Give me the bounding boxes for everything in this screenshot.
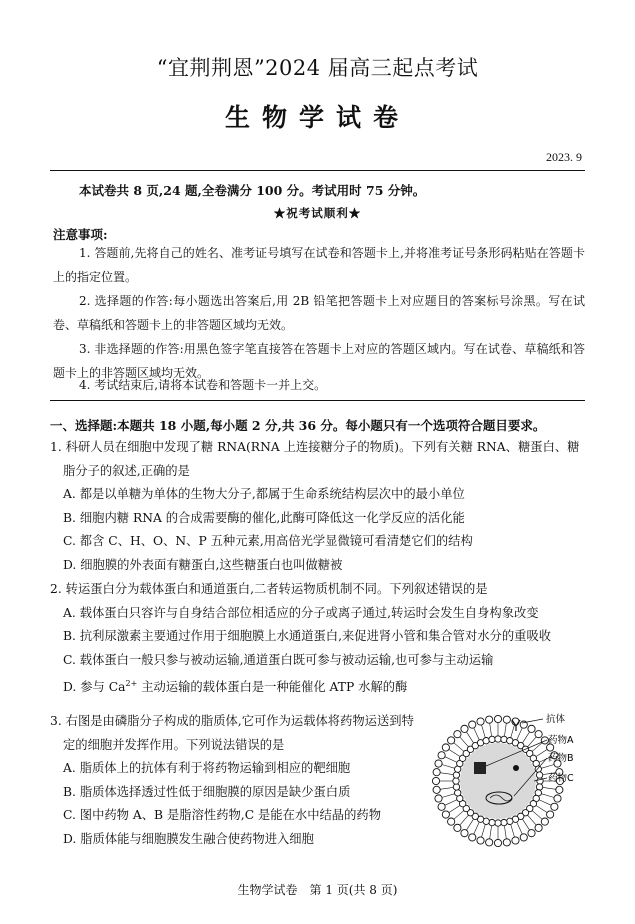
phospholipid-tail <box>442 765 454 769</box>
option-a: A. 都是以单糖为单体的生物大分子,都属于生命系统结构层次中的最小单位 <box>63 487 465 501</box>
phospholipid-head <box>483 738 489 744</box>
phospholipid-tail <box>542 765 554 769</box>
phospholipid-head <box>494 715 501 722</box>
phospholipid-head <box>556 786 563 793</box>
phospholipid-head <box>494 839 501 846</box>
phospholipid-head <box>453 778 459 784</box>
option-a: A. 脂质体上的抗体有利于将药物运输到相应的靶细胞 <box>63 761 351 775</box>
question-1 <box>50 436 590 577</box>
drug-c-icon <box>513 765 519 771</box>
phospholipid-tail <box>460 737 469 747</box>
phospholipid-head <box>438 752 445 759</box>
phospholipid-head <box>469 834 476 841</box>
exam-title: “宜荆荆恩”2024 届高三起点考试 <box>156 56 479 80</box>
phospholipid-tail <box>504 723 506 736</box>
exam-date: 2023. 9 <box>546 150 582 164</box>
label-drug-c: 药物C <box>548 773 574 784</box>
question-stem: 3. 右图是由磷脂分子构成的脂质体,它可作为运载体将药物运送到特定的细胞并发挥作用。下列说法错误的是 <box>50 714 414 752</box>
subject-title: 生物学试卷 <box>224 103 410 132</box>
top-divider <box>50 170 585 171</box>
option-d-text-rest: 主动运输的载体蛋白是一种能催化 ATP 水解的酶 <box>137 680 408 695</box>
phospholipid-tail <box>511 725 515 737</box>
phospholipid-head <box>432 777 439 784</box>
phospholipid-tail <box>536 749 547 756</box>
aqueous-core <box>460 743 536 819</box>
phospholipid-head <box>435 760 442 767</box>
phospholipid-head <box>442 811 449 818</box>
phospholipid-tail <box>454 811 464 820</box>
phospholipid-tail <box>442 794 454 798</box>
phospholipid-head <box>503 716 510 723</box>
phospholipid-tail <box>539 800 551 805</box>
phospholipid-head <box>536 772 542 778</box>
phospholipid-head <box>501 819 507 825</box>
phospholipid-head <box>547 811 554 818</box>
note-item: 2. 选择题的作答:每小题选出答案后,用 2B 铅笔把答题卡上对应题目的答案标号涂黑。写在试卷、草稿纸和答题卡上的非答题区域均无效。 <box>53 294 585 332</box>
phospholipid-head <box>477 837 484 844</box>
phospholipid-tail <box>474 822 479 834</box>
phospholipid-tail <box>460 815 469 825</box>
phospholipid-head <box>469 721 476 728</box>
phospholipid-head <box>455 790 461 796</box>
question-stem: 2. 转运蛋白分为载体蛋白和通道蛋白,二者转运物质机制不同。下列叙述错误的是 <box>50 582 488 596</box>
phospholipid-tail <box>528 815 537 825</box>
phospholipid-head <box>489 819 495 825</box>
phospholipid-head <box>503 839 510 846</box>
option-d-text: D. 参与 Ca <box>63 680 126 695</box>
phospholipid-tail <box>466 732 473 743</box>
phospholipid-tail <box>449 749 460 756</box>
phospholipid-tail <box>517 822 522 834</box>
option-c: C. 载体蛋白一般只参与被动运输,通道蛋白既可参与被动运输,也可参与主动运输 <box>63 652 494 667</box>
phospholipid-tail <box>482 725 486 737</box>
phospholipid-head <box>453 772 459 778</box>
option-a: A. 载体蛋白只容许与自身结合部位相适应的分子或离子通过,转运时会发生自身构象改变 <box>63 605 539 620</box>
phospholipid-head <box>486 839 493 846</box>
phospholipid-tail <box>536 806 547 813</box>
section-heading: 一、选择题:本题共 18 小题,每小题 2 分,共 36 分。每小题只有一个选项符合题目要求。 <box>50 418 546 433</box>
phospholipid-tail <box>523 819 530 830</box>
phospholipid-head <box>554 795 561 802</box>
good-luck-line: ★祝考试顺利★ <box>273 206 362 220</box>
phospholipid-tail <box>542 794 554 798</box>
phospholipid-head <box>535 766 541 772</box>
phospholipid-tail <box>454 743 464 752</box>
option-c: C. 图中药物 A、B 是脂溶性药物,C 是能在水中结晶的药物 <box>63 808 381 822</box>
phospholipid-head <box>438 803 445 810</box>
note-item: 4. 考试结束后,请将本试卷和答题卡一并上交。 <box>79 378 327 392</box>
question-stem: 1. 科研人员在细胞中发现了糖 RNA(RNA 上连接糖分子的物质)。下列有关糖 RNA、糖蛋白、糖脂分子的叙述,正确的是 <box>50 440 580 478</box>
option-d: D. 脂质体能与细胞膜发生融合使药物进入细胞 <box>63 831 314 846</box>
notes-heading: 注意事项: <box>53 227 108 242</box>
question-3 <box>50 710 420 851</box>
option-b: B. 抗利尿激素主要通过作用于细胞膜上水通道蛋白,来促进肾小管和集合管对水分的重吸收 <box>63 629 552 643</box>
phospholipid-tail <box>466 819 473 830</box>
phospholipid-tail <box>517 728 522 740</box>
phospholipid-tail <box>532 811 542 820</box>
phospholipid-tail <box>445 800 457 805</box>
phospholipid-head <box>495 736 501 742</box>
phospholipid-tail <box>511 825 515 837</box>
phospholipid-head <box>489 736 495 742</box>
phospholipid-head <box>433 769 440 776</box>
phospholipid-tail <box>440 773 453 775</box>
phospholipid-head <box>477 718 484 725</box>
phospholipid-head <box>453 784 459 790</box>
option-d: D. 细胞膜的外表面有糖蛋白,这些糖蛋白也叫做糖被 <box>63 557 343 572</box>
page-footer: 生物学试卷 第 1 页(共 8 页) <box>237 883 398 897</box>
bottom-divider <box>50 400 585 401</box>
phospholipid-head <box>520 834 527 841</box>
phospholipid-tail <box>490 826 492 839</box>
phospholipid-head <box>536 784 542 790</box>
label-drug-b: 药物B <box>548 753 574 764</box>
phospholipid-head <box>461 725 468 732</box>
phospholipid-head <box>507 818 513 824</box>
phospholipid-head <box>433 786 440 793</box>
phospholipid-tail <box>445 757 457 762</box>
exam-info: 本试卷共 8 页,24 题,全卷满分 100 分。考试用时 75 分钟。 <box>79 183 426 198</box>
phospholipid-head <box>435 795 442 802</box>
phospholipid-tail <box>523 732 530 743</box>
note-item: 3. 非选择题的作答:用黑色签字笔直接答在答题卡上对应的答题区域内。写在试卷、草稿纸和答题卡上的非答题区域均无效。 <box>53 342 585 380</box>
phospholipid-tail <box>474 728 479 740</box>
phospholipid-head <box>442 744 449 751</box>
phospholipid-head <box>551 803 558 810</box>
label-drug-a: 药物A <box>548 735 574 746</box>
superscript-charge: 2+ <box>125 679 138 688</box>
option-b: B. 脂质体选择透过性低于细胞膜的原因是缺少蛋白质 <box>63 784 351 799</box>
phospholipid-head <box>486 716 493 723</box>
option-b: B. 细胞内糖 RNA 的合成需要酶的催化,此酶可降低这一化学反应的活化能 <box>63 510 465 525</box>
phospholipid-head <box>528 830 535 837</box>
phospholipid-tail <box>504 826 506 839</box>
drug-a-icon <box>474 762 486 774</box>
phospholipid-tail <box>490 723 492 736</box>
phospholipid-tail <box>449 806 460 813</box>
phospholipid-head <box>495 820 501 826</box>
label-antibody: 抗体 <box>546 714 566 725</box>
phospholipid-head <box>501 736 507 742</box>
phospholipid-head <box>528 725 535 732</box>
phospholipid-head <box>461 830 468 837</box>
liposome-figure <box>430 706 595 856</box>
option-c: C. 都含 C、H、O、N、P 五种元素,用高倍光学显微镜可看清楚它们的结构 <box>63 534 473 548</box>
phospholipid-head <box>512 837 519 844</box>
phospholipid-tail <box>482 825 486 837</box>
note-item: 1. 答题前,先将自己的姓名、准考证号填写在试卷和答题卡上,并将准考证号条形码粘贴在答题卡上的指定位置。 <box>53 246 585 284</box>
question-2 <box>50 578 590 700</box>
phospholipid-tail <box>440 787 453 789</box>
phospholipid-tail <box>543 787 556 789</box>
option-d <box>50 672 590 700</box>
